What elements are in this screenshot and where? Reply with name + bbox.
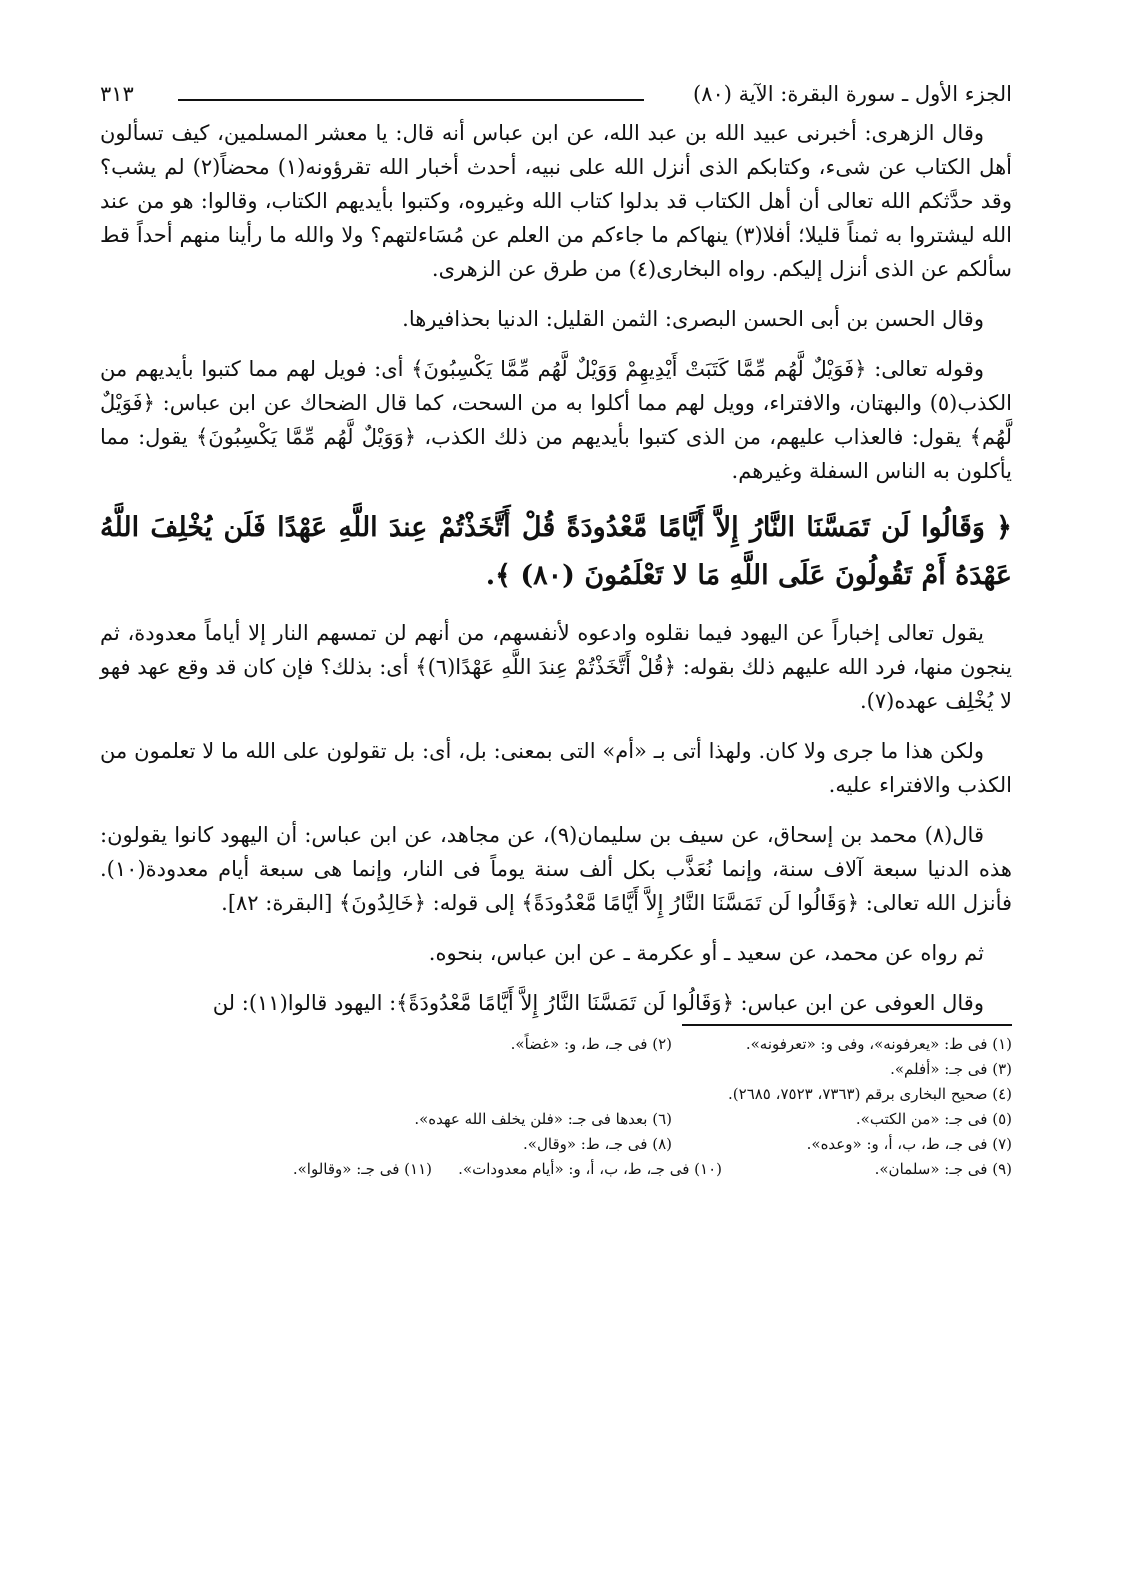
footnote-row xyxy=(100,1032,1012,1057)
footnotes xyxy=(100,1032,1012,1182)
footnote: (٨) فى جـ، ط: «وقال». xyxy=(523,1135,672,1153)
paragraph: وقال العوفى عن ابن عباس: ﴿وَقَالُوا لَن تَمَسَّنَا النَّارُ إِلاَّ أَيَّامًا مَّعْدُودَةً﴾: اليهود قالوا(١١): لن xyxy=(212,991,984,1015)
paragraph: ولكن هذا ما جرى ولا كان. ولهذا أتى بـ «أم» التى بمعنى: بل، أى: بل تقولون على الله ما لا تعلمون من الكذب والافتراء عليه. xyxy=(100,739,1012,797)
footnote-row xyxy=(100,1132,1012,1157)
footnote-row xyxy=(100,1107,1012,1132)
header-rule xyxy=(178,99,644,101)
quran-verse: ﴿ وَقَالُوا لَن تَمَسَّنَا النَّارُ إِلاَّ أَيَّامًا مَّعْدُودَةً قُلْ أَتَّخَذْتُمْ عِندَ اللَّهِ عَهْدًا فَلَن يُخْلِفَ اللَّهُ عَهْدَهُ أَمْ تَقُولُونَ عَلَى اللَّهِ مَا لا تَعْلَمُونَ (٨٠) ﴾. xyxy=(100,512,1012,591)
main-text xyxy=(100,116,1012,1020)
footnote: (٣) فى جـ: «أفلم». xyxy=(890,1060,1012,1078)
footnote: (٤) صحيح البخارى برقم (٧٣٦٣، ٧٥٢٣، ٢٦٨٥). xyxy=(728,1085,1012,1103)
footnote: (٢) فى جـ، ط، و: «غضاً». xyxy=(510,1035,672,1053)
footnote: (١) فى ط: «يعرفونه»، وفى و: «تعرفونه». xyxy=(745,1035,1012,1053)
footnote: (٩) فى جـ: «سلمان». xyxy=(874,1160,1012,1178)
footnote: (١١) فى جـ: «وقالوا». xyxy=(292,1160,432,1178)
book-page xyxy=(100,82,1012,1182)
paragraph: قال(٨) محمد بن إسحاق، عن سيف بن سليمان(٩)، عن مجاهد، عن ابن عباس: أن اليهود كانوا يقولون: هذه الدنيا سبعة آلاف سنة، وإنما نُعَذَّب بكل ألف سنة يوماً فى النار، وإنما هى سبعة أيام معدودة(١٠). فأنزل الله تعالى: ﴿وَقَالُوا لَن تَمَسَّنَا النَّارُ إِلاَّ أَيَّامًا مَّعْدُودَةً﴾ إلى قوله: ﴿خَالِدُونَ﴾ [البقرة: ٨٢]. xyxy=(100,823,1012,915)
header-title: الجزء الأول ـ سورة البقرة: الآية (٨٠) xyxy=(693,82,1012,106)
footnote-rule xyxy=(682,1024,1012,1026)
footnote: (٦) بعدها فى جـ: «فلن يخلف الله عهده». xyxy=(414,1110,672,1128)
footnote-row xyxy=(100,1082,1012,1107)
paragraph: وقال الحسن بن أبى الحسن البصرى: الثمن القليل: الدنيا بحذافيرها. xyxy=(402,307,984,331)
footnote-row xyxy=(100,1057,1012,1082)
paragraph: يقول تعالى إخباراً عن اليهود فيما نقلوه وادعوه لأنفسهم، من أنهم لن تمسهم النار إلا أياماً معدودة، ثم ينجون منها، فرد الله عليهم ذلك بقوله: ﴿قُلْ أَتَّخَذْتُمْ عِندَ اللَّهِ عَهْدًا(٦)﴾ أى: بذلك؟ فإن كان قد وقع عهد فهو لا يُخْلِف عهده(٧). xyxy=(100,621,1012,713)
paragraph: وقوله تعالى: ﴿فَوَيْلٌ لَّهُم مِّمَّا كَتَبَتْ أَيْدِيهِمْ وَوَيْلٌ لَّهُم مِّمَّا يَكْسِبُونَ﴾ أى: فويل لهم مما كتبوا بأيديهم من الكذب(٥) والبهتان، والافتراء، وويل لهم مما أكلوا به من السحت، كما قال الضحاك عن ابن عباس: ﴿فَوَيْلٌ لَّهُم﴾ يقول: فالعذاب عليهم، من الذى كتبوا بأيديهم من ذلك الكذب، ﴿وَوَيْلٌ لَّهُم مِّمَّا يَكْسِبُونَ﴾ يقول: مما يأكلون به الناس السفلة وغيرهم. xyxy=(100,357,1012,483)
page-number: ٣١٣ xyxy=(100,82,134,106)
footnote: (٧) فى جـ، ط، ب، أ، و: «وعده». xyxy=(806,1135,1012,1153)
paragraph: وقال الزهرى: أخبرنى عبيد الله بن عبد الله، عن ابن عباس أنه قال: يا معشر المسلمين، كيف تسألون أهل الكتاب عن شىء، وكتابكم الذى أنزل الله على نبيه، أحدث أخبار الله تقرؤونه(١) محضاً(٢) لم يشب؟ وقد حدَّثكم الله تعالى أن أهل الكتاب قد بدلوا كتاب الله وغيروه، وكتبوا بأيديهم الكتاب، وقالوا: هو من عند الله ليشتروا به ثمناً قليلا؛ أفلا(٣) ينهاكم ما جاءكم من العلم عن مُسَاءلتهم؟ ولا والله ما رأينا منهم أحداً قط سألكم عن الذى أنزل إليكم. رواه البخارى(٤) من طرق عن الزهرى. xyxy=(100,121,1012,281)
footnote-row xyxy=(100,1157,1012,1182)
running-header xyxy=(100,82,1012,116)
footnote: (١٠) فى جـ، ط، ب، أ، و: «أيام معدودات». xyxy=(458,1160,722,1178)
footnote: (٥) فى جـ: «من الكتب». xyxy=(855,1110,1012,1128)
paragraph: ثم رواه عن محمد، عن سعيد ـ أو عكرمة ـ عن ابن عباس، بنحوه. xyxy=(428,941,984,965)
